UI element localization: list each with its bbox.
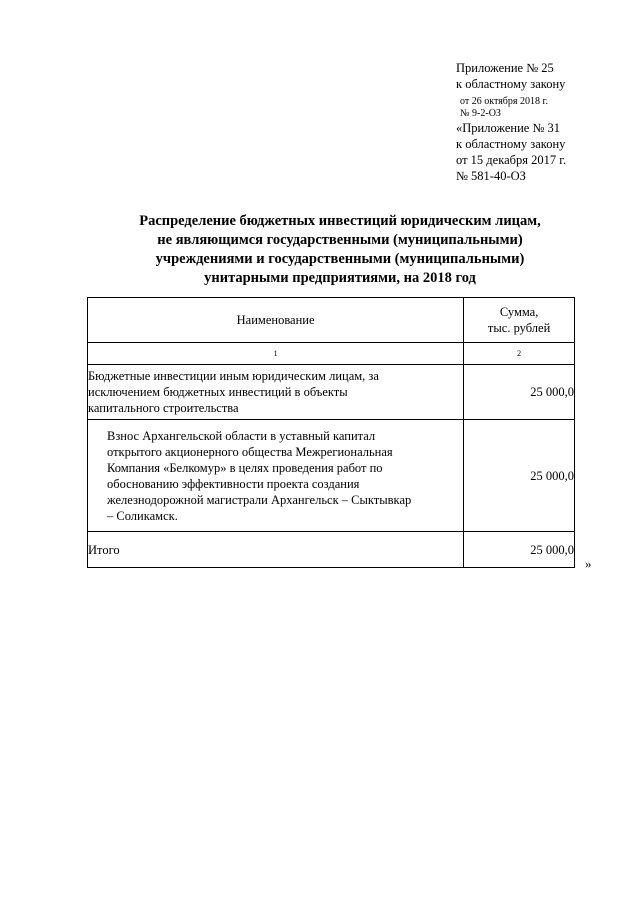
appendix-number: Приложение № 25 bbox=[456, 61, 554, 75]
closing-quote: » bbox=[585, 556, 592, 571]
column-header-sum bbox=[464, 298, 575, 343]
row-sum: 25 000,0 bbox=[464, 365, 575, 420]
appendix-header bbox=[456, 60, 636, 184]
table-row bbox=[88, 420, 575, 532]
appendix-law-ref: к областному закону bbox=[456, 77, 566, 91]
table-header-row bbox=[88, 298, 575, 343]
title-line-2: не являющимся государственными (муниципальными) bbox=[157, 232, 523, 248]
row-name-line: капитального строительства bbox=[88, 401, 239, 415]
row-name-line: – Соликамск. bbox=[107, 508, 178, 523]
row-name-line: Бюджетные инвестиции иным юридическим лицам, за bbox=[88, 369, 379, 383]
original-law-number: № 581-40-ОЗ bbox=[456, 169, 526, 183]
page-title bbox=[110, 212, 570, 288]
row-name bbox=[88, 420, 464, 532]
original-law-date: от 15 декабря 2017 г. bbox=[456, 153, 567, 167]
row-name bbox=[88, 365, 464, 420]
column-header-sum-line-1: Сумма, bbox=[499, 305, 539, 319]
investment-table bbox=[87, 297, 575, 568]
row-name-line: открытого акционерного общества Межрегиональная bbox=[107, 444, 393, 459]
row-name-line: Взнос Архангельской области в уставный капитал bbox=[107, 428, 376, 443]
title-line-4: унитарными предприятиями, на 2018 год bbox=[204, 270, 476, 286]
total-sum: 25 000,0 bbox=[464, 532, 575, 568]
row-name-line: обоснованию эффективности проекта создания bbox=[107, 476, 360, 491]
total-row bbox=[88, 532, 575, 568]
column-number-2: 2 bbox=[464, 343, 575, 365]
row-sum: 25 000,0 bbox=[464, 420, 575, 532]
row-name-line: Компания «Белкомур» в целях проведения работ по bbox=[107, 460, 383, 475]
title-line-3: учреждениями и государственными (муниципальными) bbox=[155, 251, 525, 267]
appendix-law-number: № 9-2-ОЗ bbox=[460, 108, 501, 119]
original-appendix-number: «Приложение № 31 bbox=[456, 121, 561, 135]
column-header-name: Наименование bbox=[88, 298, 464, 343]
original-law-ref: к областному закону bbox=[456, 137, 566, 151]
appendix-law-date: от 26 октября 2018 г. bbox=[460, 96, 548, 107]
total-label: Итого bbox=[88, 532, 464, 568]
table-row bbox=[88, 365, 575, 420]
row-name-line: исключением бюджетных инвестиций в объекты bbox=[88, 385, 348, 399]
column-header-sum-line-2: тыс. рублей bbox=[487, 321, 551, 335]
row-name-line: железнодорожной магистрали Архангельск – Сыктывкар bbox=[107, 492, 412, 507]
column-number-row bbox=[88, 343, 575, 365]
title-line-1: Распределение бюджетных инвестиций юридическим лицам, bbox=[139, 213, 541, 229]
column-number-1: 1 bbox=[88, 343, 464, 365]
